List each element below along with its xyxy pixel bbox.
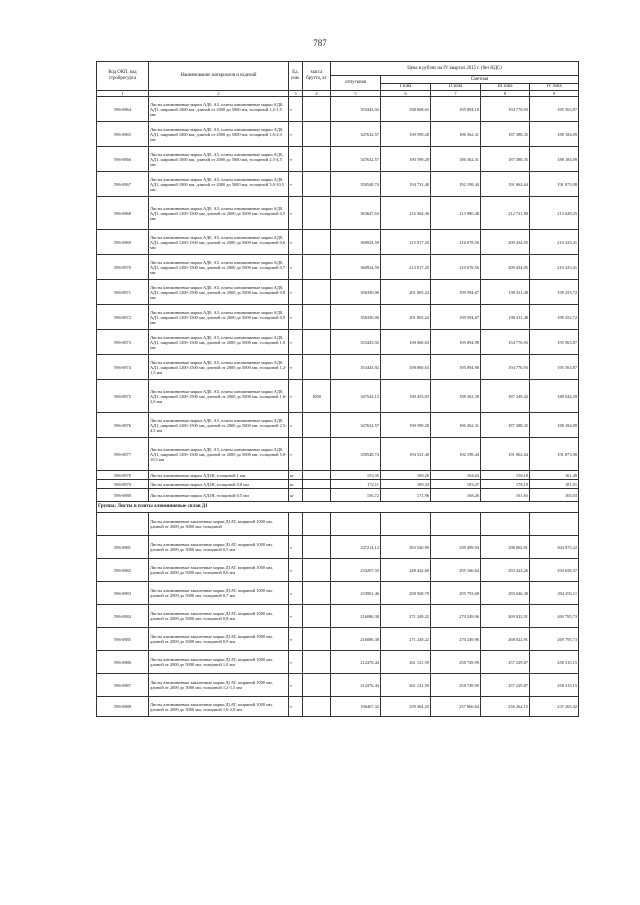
price-zone-2: 186 362,31	[431, 122, 481, 147]
group-title: Группа: Листы и плиты алюминиевые сплав Д1	[97, 502, 579, 513]
product-name: Листы алюминиевые закаленные марки Д1АТ, шириной 1000 мм, длиной от 2000 до 5000 мм, толщиной 0,9 мм	[149, 628, 289, 651]
price-zone-1: 271 249,22	[381, 605, 431, 628]
price-table	[96, 61, 579, 717]
release-price: 153,35	[331, 471, 381, 480]
price-zone-1: 190 599,28	[381, 122, 431, 147]
product-code: 596-0876	[97, 413, 149, 438]
price-zone-3: 187 388,35	[481, 122, 530, 147]
release-price: 212476,44	[331, 674, 381, 697]
price-zone-4: 210 325,41	[530, 230, 579, 255]
release-price: 247214,12	[331, 536, 381, 559]
table-row	[97, 330, 579, 355]
gross-mass	[303, 605, 331, 628]
gross-mass	[303, 559, 331, 582]
price-zone-2: 213 980,48	[431, 197, 481, 230]
price-zone-1: 261 121,59	[381, 674, 431, 697]
price-zone-4: 195 563,87	[530, 355, 579, 380]
price-zone-4: 237 265,42	[530, 697, 579, 717]
product-name: Листы алюминиевые марки АД0, А5, плиты алюминиевые марки АД0, АД1, шириной 1200-1500 мм, длиной от 2000 до 5000 мм, толщиной 0,8 мм	[149, 280, 289, 305]
column-number: 6	[381, 91, 431, 97]
price-zone-1: 239 364,29	[381, 697, 431, 717]
price-zone-2: 199 594,67	[431, 305, 481, 330]
gross-mass	[303, 330, 331, 355]
product-code: 596-0887	[97, 674, 149, 697]
table-row	[97, 697, 579, 717]
product-code: 596-0884	[97, 605, 149, 628]
product-name: Листы алюминиевые закаленные марки Д1АТ, шириной 1000 мм, длиной от 2000 до 5000 мм, толщиной 0,5 мм	[149, 536, 289, 559]
unit: кг	[289, 480, 303, 489]
gross-mass	[303, 413, 331, 438]
header-release: отпускная	[331, 76, 381, 91]
unit: т	[289, 97, 303, 122]
price-zone-3: 187 388,35	[481, 147, 530, 172]
table-row	[97, 97, 579, 122]
price-zone-2: 216 678,56	[431, 230, 481, 255]
price-zone-3: 209 434,05	[481, 230, 530, 255]
column-number: 5	[331, 91, 381, 97]
price-zone-1: 189,34	[381, 480, 431, 489]
price-zone-1	[381, 513, 431, 536]
price-zone-2: 164,64	[431, 471, 481, 480]
table-row	[97, 489, 579, 502]
price-zone-4: 161,49	[530, 471, 579, 480]
gross-mass	[303, 536, 331, 559]
product-code: 596-0875	[97, 380, 149, 413]
product-name: Листы алюминиевые марки АД0, А5, плиты алюминиевые марки АД0, АД1, шириной 1000 мм, длиной от 2000 до 5000 мм, толщиной 1,2-1,5 мм	[149, 97, 289, 122]
release-price: 347632,57	[331, 147, 381, 172]
release-price: 360924,59	[331, 230, 381, 255]
table-row	[97, 536, 579, 559]
release-price: 353443,92	[331, 330, 381, 355]
gross-mass	[303, 355, 331, 380]
price-zone-1: 169,26	[381, 471, 431, 480]
gross-mass	[303, 230, 331, 255]
product-code: 596-0867	[97, 172, 149, 197]
release-price: 156,72	[331, 489, 381, 502]
price-zone-3: 209 434,05	[481, 255, 530, 280]
product-code: 596-0871	[97, 280, 149, 305]
price-zone-2: 186 362,31	[431, 147, 481, 172]
price-zone-1: 298 568,79	[381, 582, 431, 605]
price-zone-4: 195 563,87	[530, 330, 579, 355]
product-code: 596-0864	[97, 97, 149, 122]
product-code: 596-0888	[97, 697, 149, 717]
price-zone-1: 216 364,36	[381, 197, 431, 230]
table-row	[97, 674, 579, 697]
price-zone-3: 257 229,87	[481, 651, 530, 674]
price-zone-2: 339 499,94	[431, 536, 481, 559]
table-row	[97, 172, 579, 197]
price-zone-1: 201 805,24	[381, 280, 431, 305]
price-zone-3: 158,18	[481, 471, 530, 480]
gross-mass	[303, 438, 331, 471]
price-zone-3: 178,19	[481, 480, 530, 489]
product-name: Листы алюминиевые марки АД0, А5, плиты алюминиевые марки АД0, АД1, шириной 1200-1500 мм, длиной от 2000 до 5000 мм, толщиной 0,9 мм	[149, 305, 289, 330]
price-zone-1: 194 331,48	[381, 438, 431, 471]
price-zone-1: 198 060,63	[381, 355, 431, 380]
unit: кг	[289, 489, 303, 502]
product-name: Листы алюминиевые марки АД1Н, толщиной 0,5 мм	[149, 489, 289, 502]
release-price: 353443,92	[331, 97, 381, 122]
table-row	[97, 513, 579, 536]
unit: кг	[289, 471, 303, 480]
product-code: 596-0868	[97, 197, 149, 230]
gross-mass	[303, 480, 331, 489]
product-name: Листы алюминиевые марки АД0, А5, плиты алюминиевые марки АД0, АД1, шириной 1000 мм, длиной от 2000 до 5000 мм, толщиной 1,6-2,0 мм	[149, 122, 289, 147]
release-price: 212476,44	[331, 651, 381, 674]
price-zone-2: 195 894,98	[431, 330, 481, 355]
release-price: 356330,06	[331, 305, 381, 330]
price-zone-2: 168,26	[431, 489, 481, 502]
release-price: 196467,32	[331, 697, 381, 717]
price-zone-2: 199 594,67	[431, 280, 481, 305]
price-zone-1: 188 608,63	[381, 97, 431, 122]
table-row	[97, 651, 579, 674]
release-price: 216086,38	[331, 628, 381, 651]
unit: т	[289, 305, 303, 330]
page-number: 787	[313, 38, 327, 48]
release-price: 360924,59	[331, 255, 381, 280]
release-price: 233901,46	[331, 582, 381, 605]
product-code: 596-0877	[97, 438, 149, 471]
product-code: 596-0878	[97, 471, 149, 480]
gross-mass	[303, 305, 331, 330]
unit: т	[289, 380, 303, 413]
release-price: 350548,74	[331, 172, 381, 197]
table-row	[97, 280, 579, 305]
price-zone-2: 195 894,10	[431, 97, 481, 122]
product-name: Листы алюминиевые марки АД0, А5, плиты алюминиевые марки АД0, АД1, шириной 1200-1500 мм, длиной от 2000 до 5000 мм, толщиной 1,6-2,0 мм	[149, 380, 289, 413]
product-code: 596-0881	[97, 536, 149, 559]
release-price: 347544,12	[331, 380, 381, 413]
price-zone-4	[530, 513, 579, 536]
unit: т	[289, 536, 303, 559]
table-body	[97, 97, 579, 717]
gross-mass	[303, 697, 331, 717]
price-zone-1: 213 017,20	[381, 255, 431, 280]
header-code: Код ОКП, код стройресурса	[97, 62, 149, 91]
price-zone-1: 215 017,20	[381, 230, 431, 255]
price-zone-3: 268 022,91	[481, 628, 530, 651]
price-zone-2: 186 362,31	[431, 413, 481, 438]
price-zone-2	[431, 513, 481, 536]
product-name: Листы алюминиевые закаленные марки Д1АТ, шириной 1000 мм, длиной от 2000 до 5000 мм, толщиной 1,2-1,5 мм	[149, 674, 289, 697]
price-zone-2: 210 678,56	[431, 255, 481, 280]
gross-mass	[303, 582, 331, 605]
release-price: 350548,74	[331, 438, 381, 471]
table-row	[97, 471, 579, 480]
unit: т	[289, 651, 303, 674]
product-name: Листы алюминиевые марки АД0, А5, плиты алюминиевые марки АД0, АД1, шириной 1000 мм, длиной от 2000 до 5000 мм, толщиной 2,5-4,5 мм	[149, 147, 289, 172]
price-zone-4: 294 658,37	[530, 559, 579, 582]
product-code: 596-0870	[97, 255, 149, 280]
release-price: 347632,57	[331, 122, 381, 147]
table-row	[97, 582, 579, 605]
column-number: 2	[149, 91, 289, 97]
header-zone-1: I зона	[381, 84, 431, 91]
price-zone-3: 194 776,93	[481, 330, 530, 355]
price-zone-1: 303 540,90	[381, 536, 431, 559]
unit: т	[289, 147, 303, 172]
product-code: 596-0886	[97, 651, 149, 674]
column-number: 1	[97, 91, 149, 97]
header-unit: Ед. изм.	[289, 62, 303, 91]
unit: т	[289, 628, 303, 651]
gross-mass	[303, 147, 331, 172]
product-code: 596-0869	[97, 230, 149, 255]
price-zone-4: 210 325,41	[530, 255, 579, 280]
price-zone-4: 191 873,98	[530, 172, 579, 197]
header-zone-4: IV зона	[530, 84, 579, 91]
table-row	[97, 413, 579, 438]
price-zone-3: 187 388,35	[481, 413, 530, 438]
table-row	[97, 197, 579, 230]
price-zone-4: 258 315,15	[530, 651, 579, 674]
product-name: Листы алюминиевые марки АД0, А5, плиты алюминиевые марки АД0, АД1, шириной 1200-1500 мм, длиной от 2000 до 5000 мм, толщиной 0,7 мм	[149, 255, 289, 280]
unit: т	[289, 197, 303, 230]
unit: т	[289, 697, 303, 717]
unit: т	[289, 674, 303, 697]
product-name: Листы алюминиевые закаленные марки Д1АТ, шириной 1000 мм, длиной от 2000 до 5000 мм, толщиной 1,0 мм	[149, 651, 289, 674]
price-zone-2: 192 198,44	[431, 172, 481, 197]
column-number: 3	[289, 91, 303, 97]
product-name: Листы алюминиевые марки АД0, А5, плиты алюминиевые марки АД0, АД1, шириной 1200-1500 мм, длиной от 2000 до 5000 мм, толщиной 2,5-4,5 мм	[149, 413, 289, 438]
column-number: 4	[303, 91, 331, 97]
product-code: 596-0883	[97, 582, 149, 605]
product-name: Листы алюминиевые марки АД0, А5, плиты алюминиевые марки АД0, АД1, шириной 1200-1500 мм, длиной от 2000 до 5000 мм, толщиной 1,2-1,5 мм	[149, 355, 289, 380]
price-zone-3: 198 411,48	[481, 305, 530, 330]
table-row	[97, 605, 579, 628]
release-price: 353443,92	[331, 355, 381, 380]
price-zone-4: 269 795,73	[530, 628, 579, 651]
price-zone-4: 269 795,73	[530, 605, 579, 628]
gross-mass	[303, 513, 331, 536]
price-zone-4: 188 184,09	[530, 122, 579, 147]
header-price-title: Цена в рублях на IV квартал 2015 г. (без НДС)	[331, 62, 579, 76]
price-zone-4: 165,03	[530, 489, 579, 502]
price-zone-4: 188 184,09	[530, 413, 579, 438]
price-zone-3: 194 776,93	[481, 97, 530, 122]
gross-mass	[303, 122, 331, 147]
price-zone-1: 261 121,59	[381, 651, 431, 674]
gross-mass: 1000	[303, 380, 331, 413]
gross-mass	[303, 97, 331, 122]
release-price: 172,11	[331, 480, 381, 489]
gross-mass	[303, 651, 331, 674]
gross-mass	[303, 674, 331, 697]
unit: т	[289, 413, 303, 438]
product-code: 596-0885	[97, 628, 149, 651]
product-code: 596-0874	[97, 355, 149, 380]
unit: т	[289, 230, 303, 255]
group-row	[97, 502, 579, 513]
product-name: Листы алюминиевые закаленные марки Д1АТ, шириной 1000 мм, длиной от 2000 до 5000 мм, толщиной	[149, 513, 289, 536]
product-code: 596-0866	[97, 147, 149, 172]
price-zone-3: 212 721,90	[481, 197, 530, 230]
price-zone-2: 192 198,44	[431, 438, 481, 471]
gross-mass	[303, 628, 331, 651]
price-zone-1: 171,96	[381, 489, 431, 502]
price-zone-1: 248 442,60	[381, 559, 431, 582]
product-code: 596-0865	[97, 122, 149, 147]
unit: т	[289, 438, 303, 471]
column-number: 9	[530, 91, 579, 97]
product-name: Листы алюминиевые закаленные марки Д1АТ, шириной 1000 мм, длиной от 2000 до 5000 мм, толщиной 0,6 мм	[149, 559, 289, 582]
price-zone-1: 198 060,63	[381, 330, 431, 355]
unit: т	[289, 582, 303, 605]
header-mass: масса брутто, кг	[303, 62, 331, 91]
product-code: 596-0879	[97, 480, 149, 489]
header-name: Наименование материалов и изделий	[149, 62, 289, 91]
price-zone-3	[481, 513, 530, 536]
price-zone-3: 194 776,93	[481, 355, 530, 380]
column-number: 7	[431, 91, 481, 97]
unit: т	[289, 355, 303, 380]
header-estimated: Сметная	[381, 76, 579, 84]
release-price: 233207,33	[331, 559, 381, 582]
release-price: 216086,38	[331, 605, 381, 628]
price-zone-4: 294 293,11	[530, 582, 579, 605]
product-name: Листы алюминиевые закаленные марки Д1АТ, шириной 1000 мм, длиной от 2000 до 5000 мм, толщиной 0,8 мм	[149, 605, 289, 628]
product-name: Листы алюминиевые марки АД0, А5, плиты алюминиевые марки АД0, АД1, шириной 1200-1500 мм, длиной от 2000 до 5000 мм, толщиной 0,6 мм	[149, 230, 289, 255]
product-name: Листы алюминиевые закаленные марки Д1АТ, шириной 1000 мм, длиной от 2000 до 5000 мм, толщиной 1,6-2,0 мм	[149, 697, 289, 717]
price-zone-4: 258 315,15	[530, 674, 579, 697]
header-zone-3: III зона	[481, 84, 530, 91]
product-name: Листы алюминиевые марки АД1Н, толщиной 0,8 мм	[149, 480, 289, 489]
price-zone-1: 201 805,24	[381, 305, 431, 330]
table-row	[97, 480, 579, 489]
price-zone-3: 269 022,91	[481, 605, 530, 628]
product-name: Листы алюминиевые закаленные марки Д1АТ, шириной 1000 мм, длиной от 2000 до 5000 мм, толщиной 0,7 мм	[149, 582, 289, 605]
unit: т	[289, 172, 303, 197]
price-zone-2: 295 793,68	[431, 582, 481, 605]
table-row	[97, 628, 579, 651]
price-zone-2: 188 362,58	[431, 380, 481, 413]
price-zone-3: 161,65	[481, 489, 530, 502]
gross-mass	[303, 489, 331, 502]
product-name: Листы алюминиевые марки АД0, А5, плиты алюминиевые марки АД0, АД1, шириной 1000 мм, длиной от 2000 до 5000 мм, толщиной 5,0-10,5 мм	[149, 172, 289, 197]
price-zone-4: 188 044,29	[530, 380, 579, 413]
price-zone-3: 236 262,15	[481, 697, 530, 717]
unit	[289, 513, 303, 536]
product-code: 596-0882	[97, 559, 149, 582]
product-code	[97, 513, 149, 536]
price-zone-3: 191 062,64	[481, 172, 530, 197]
release-price: 356330,06	[331, 280, 381, 305]
price-zone-1: 190 599,28	[381, 147, 431, 172]
product-name: Листы алюминиевые марки АД1Н, толщиной 1 мм	[149, 471, 289, 480]
price-zone-2: 237 666,64	[431, 697, 481, 717]
release-price	[331, 513, 381, 536]
table-row	[97, 380, 579, 413]
price-zone-2: 270 249,96	[431, 628, 481, 651]
price-zone-4: 181,91	[530, 480, 579, 489]
price-zone-4: 188 184,09	[530, 147, 579, 172]
price-zone-1: 271 249,22	[381, 628, 431, 651]
gross-mass	[303, 471, 331, 480]
product-name: Листы алюминиевые марки АД0, А5, плиты алюминиевые марки АД0, АД1, шириной 1200-1500 мм, длиной от 2000 до 5000 мм, толщиной 0,5 мм	[149, 197, 289, 230]
price-zone-3: 293 422,26	[481, 559, 530, 582]
price-zone-4: 304 975,22	[530, 536, 579, 559]
price-zone-4: 195 563,87	[530, 97, 579, 122]
price-zone-1: 190 453,03	[381, 380, 431, 413]
table-row	[97, 255, 579, 280]
price-zone-2: 183,47	[431, 480, 481, 489]
table-row	[97, 230, 579, 255]
gross-mass	[303, 255, 331, 280]
column-number: 8	[481, 91, 530, 97]
release-price: 363647,63	[331, 197, 381, 230]
unit: т	[289, 280, 303, 305]
table-row	[97, 305, 579, 330]
gross-mass	[303, 280, 331, 305]
unit: т	[289, 122, 303, 147]
unit: т	[289, 330, 303, 355]
table-row	[97, 438, 579, 471]
header-zone-2: II зона	[431, 84, 481, 91]
table-row	[97, 147, 579, 172]
product-name: Листы алюминиевые марки АД0, А5, плиты алюминиевые марки АД0, АД1, шириной 1200-1500 мм, длиной от 2000 до 5000 мм, толщиной 1,0 мм	[149, 330, 289, 355]
price-zone-3: 298 062,91	[481, 536, 530, 559]
price-zone-3: 257 229,87	[481, 674, 530, 697]
table-row	[97, 355, 579, 380]
gross-mass	[303, 172, 331, 197]
price-zone-1: 194 731,48	[381, 172, 431, 197]
price-zone-3: 187 249,42	[481, 380, 530, 413]
price-zone-3: 191 062,64	[481, 438, 530, 471]
price-zone-4: 191 873,98	[530, 438, 579, 471]
price-zone-1: 190 599,28	[381, 413, 431, 438]
price-zone-2: 258 749,99	[431, 651, 481, 674]
product-name: Листы алюминиевые марки АД0, А5, плиты алюминиевые марки АД0, АД1, шириной 1200-1500 мм, длиной от 2000 до 5000 мм, толщиной 5,0-10,5 мм	[149, 438, 289, 471]
product-code: 596-0873	[97, 330, 149, 355]
price-zone-2: 295 166,64	[431, 559, 481, 582]
price-zone-2: 270 249,96	[431, 605, 481, 628]
price-zone-4: 213 628,25	[530, 197, 579, 230]
price-zone-3: 293 046,38	[481, 582, 530, 605]
unit: т	[289, 255, 303, 280]
product-code: 596-0880	[97, 489, 149, 502]
price-zone-4: 199 252,72	[530, 305, 579, 330]
price-zone-4: 199 253,72	[530, 280, 579, 305]
table-row	[97, 559, 579, 582]
product-code: 596-0872	[97, 305, 149, 330]
unit: т	[289, 559, 303, 582]
price-zone-3: 198 411,48	[481, 280, 530, 305]
release-price: 347632,57	[331, 413, 381, 438]
unit: т	[289, 605, 303, 628]
gross-mass	[303, 197, 331, 230]
price-zone-2: 258 749,99	[431, 674, 481, 697]
price-zone-2: 195 894,98	[431, 355, 481, 380]
table-row	[97, 122, 579, 147]
